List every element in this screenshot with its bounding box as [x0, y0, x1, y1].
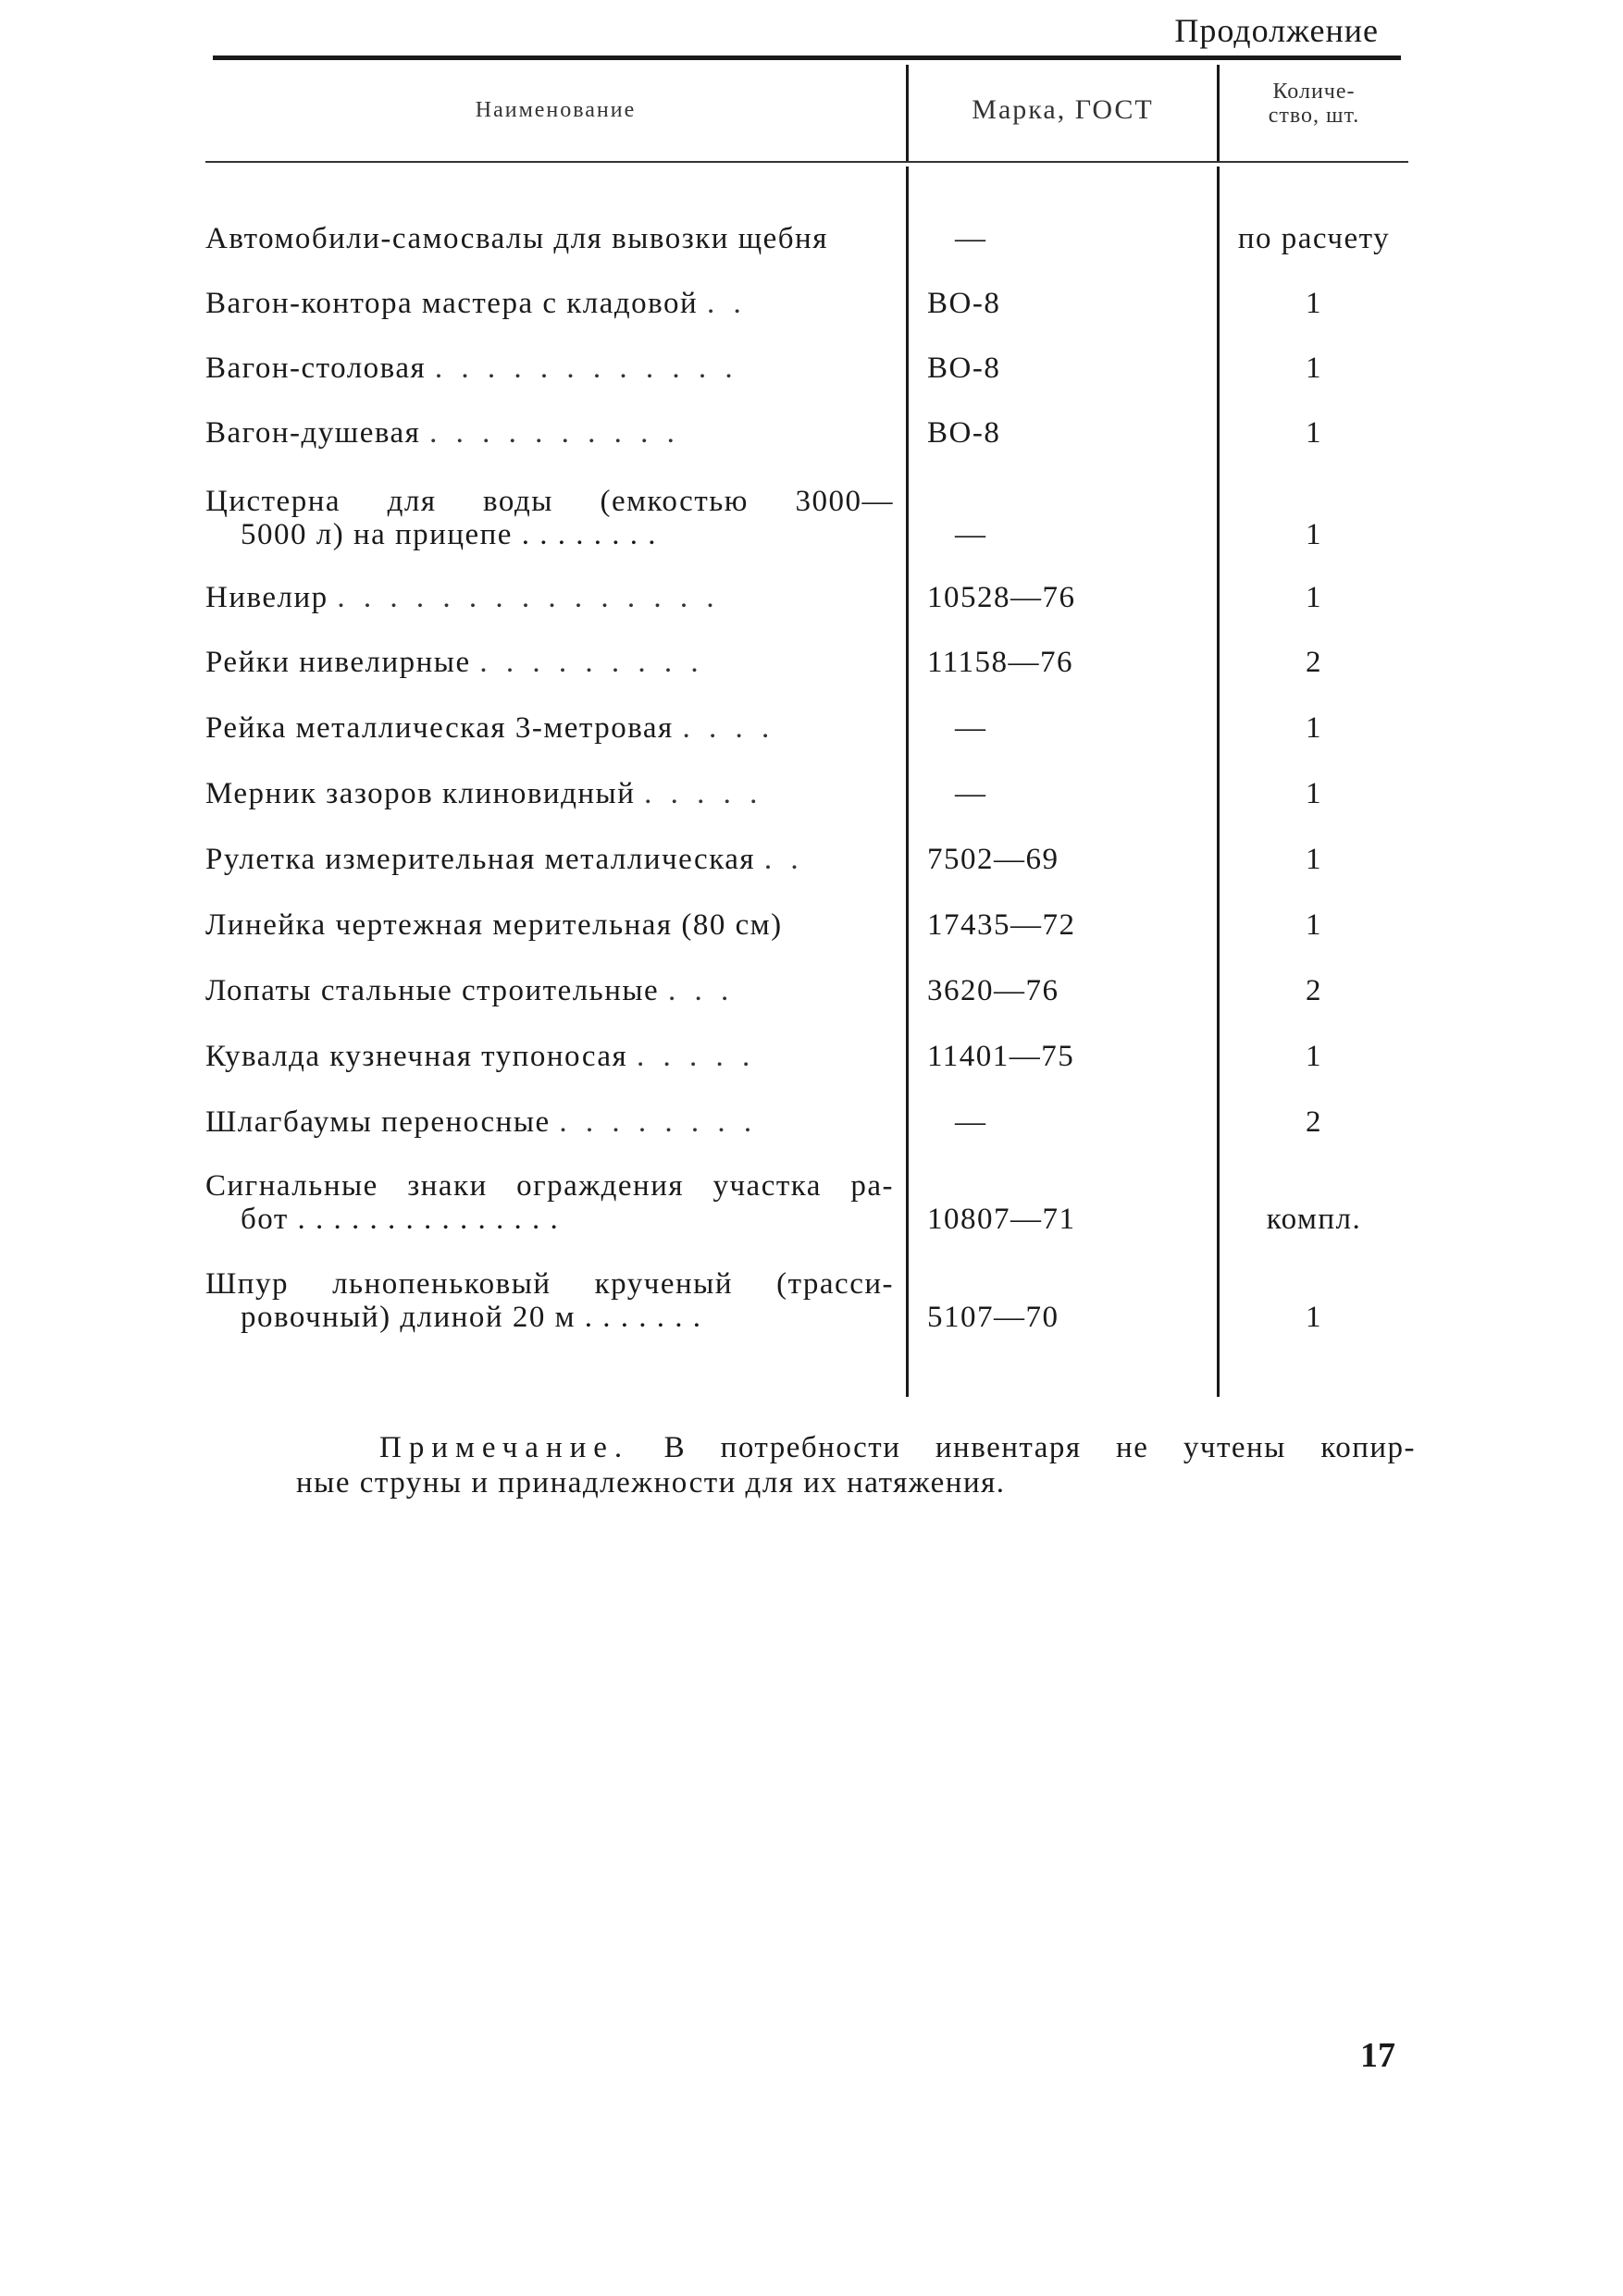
row-qty: 1: [1306, 581, 1322, 614]
row-mark: 10807—71: [927, 1203, 1076, 1236]
row-name: [205, 1267, 894, 1334]
row-leader: . .: [706, 287, 747, 320]
row-name: [205, 1169, 894, 1236]
row-name-text: Лопаты стальные строительные: [205, 974, 660, 1007]
row-name-line1: Шпур льнопеньковый крученый (трасси-: [205, 1267, 894, 1301]
row-name: [205, 416, 894, 450]
row-qty: 2: [1306, 646, 1322, 679]
row-leader: . . . . . . . .: [559, 1105, 758, 1139]
row-name-text: Вагон-контора мастера с кладовой: [205, 287, 699, 320]
row-mark: ВО-8: [927, 416, 1001, 450]
row-mark: 5107—70: [927, 1301, 1059, 1334]
row-name-line1: Цистерна для воды (емкостью 3000—: [205, 485, 894, 518]
row-name-line2: ровочный) длиной 20 м . . . . . . .: [241, 1301, 702, 1334]
row-name: [205, 287, 894, 320]
row-name-line2: 5000 л) на прицепе . . . . . . . .: [241, 518, 657, 551]
row-mark: 3620—76: [927, 974, 1059, 1007]
row-qty: 1: [1306, 1040, 1322, 1073]
row-qty: 1: [1306, 287, 1322, 320]
row-name-text: Рулетка измерительная металлическая: [205, 843, 756, 876]
table-note: [296, 1430, 1416, 1500]
table-top-rule: [213, 56, 1401, 60]
column-divider: [906, 167, 909, 1397]
column-header-name: Наименование: [475, 98, 637, 122]
row-name: [205, 222, 894, 255]
row-name: [205, 581, 894, 614]
table-header-rule: [205, 161, 1408, 163]
row-leader: . . . . . . . . . .: [429, 416, 680, 450]
row-leader: . . .: [667, 974, 735, 1007]
row-qty: 2: [1306, 974, 1322, 1007]
note-title: Примечание.: [379, 1431, 630, 1464]
row-mark: —: [955, 711, 987, 745]
row-qty: 1: [1306, 352, 1322, 385]
row-mark: 11401—75: [927, 1040, 1075, 1073]
row-name: [205, 711, 894, 745]
row-name-line1: Сигнальные знаки ограждения участка ра-: [205, 1169, 894, 1203]
row-qty: 1: [1306, 908, 1322, 942]
row-name-text: Шлагбаумы переносные: [205, 1105, 551, 1139]
row-leader: . . . . .: [644, 777, 763, 810]
page-number: 17: [1360, 2036, 1395, 2075]
row-leader: . . . .: [682, 711, 775, 745]
row-name-text: Автомобили-самосвалы для вывозки щебня: [205, 222, 828, 255]
row-name: [205, 974, 894, 1007]
row-qty: 1: [1306, 1301, 1322, 1334]
column-header-qty-line1: Количе-: [1272, 80, 1356, 104]
row-name-text: Мерник зазоров клиновидный: [205, 777, 636, 810]
row-leader: . . . . . . . . .: [479, 646, 704, 679]
row-name-text: Нивелир: [205, 581, 328, 614]
row-leader: . . . . .: [636, 1040, 756, 1073]
row-name: [205, 1040, 894, 1073]
row-mark: —: [955, 518, 987, 551]
row-name-text: Линейка чертежная мерительная (80 см): [205, 908, 783, 942]
column-header-qty-line2: ство, шт.: [1268, 104, 1360, 128]
inventory-table: [205, 52, 1408, 1402]
row-mark: 7502—69: [927, 843, 1059, 876]
row-name: [205, 777, 894, 810]
row-qty: 1: [1306, 711, 1322, 745]
row-mark: —: [955, 1105, 987, 1139]
continued-label: Продолжение: [1174, 12, 1379, 49]
row-leader: . .: [763, 843, 804, 876]
row-name-text: Рейка металлическая 3-метровая: [205, 711, 674, 745]
row-qty: компл.: [1266, 1203, 1362, 1236]
row-mark: 10528—76: [927, 581, 1076, 614]
row-name: [205, 1105, 894, 1139]
row-name: [205, 843, 894, 876]
row-qty: 1: [1306, 518, 1322, 551]
row-name-text: Вагон-душевая: [205, 416, 421, 450]
row-name-line2: бот . . . . . . . . . . . . . . .: [241, 1203, 560, 1236]
row-name-text: Кувалда кузнечная тупоносая: [205, 1040, 628, 1073]
row-name: [205, 352, 894, 385]
row-mark: —: [955, 777, 987, 810]
note-line2: ные струны и принадлежности для их натяжения.: [296, 1466, 1006, 1500]
row-mark: ВО-8: [927, 287, 1001, 320]
row-mark: ВО-8: [927, 352, 1001, 385]
row-leader: . . . . . . . . . . . . . . .: [337, 581, 720, 614]
row-name-text: Вагон-столовая: [205, 352, 427, 385]
column-header-gost: Марка, ГОСТ: [972, 94, 1154, 125]
row-name-text: Рейки нивелирные: [205, 646, 471, 679]
row-qty: 1: [1306, 777, 1322, 810]
row-name: [205, 485, 894, 551]
row-mark: 17435—72: [927, 908, 1076, 942]
row-qty: 1: [1306, 843, 1322, 876]
note-line1: [296, 1430, 1416, 1465]
note-line1-text: В потребности инвентаря не учтены копир-: [663, 1431, 1417, 1464]
row-qty: 2: [1306, 1105, 1322, 1139]
row-name: [205, 646, 894, 679]
row-qty: 1: [1306, 416, 1322, 450]
row-name: [205, 908, 894, 942]
row-mark: —: [955, 222, 987, 255]
row-mark: 11158—76: [927, 646, 1074, 679]
row-qty: по расчету: [1237, 222, 1391, 255]
column-header-qty: [1220, 80, 1408, 128]
row-leader: . . . . . . . . . . . .: [434, 352, 738, 385]
